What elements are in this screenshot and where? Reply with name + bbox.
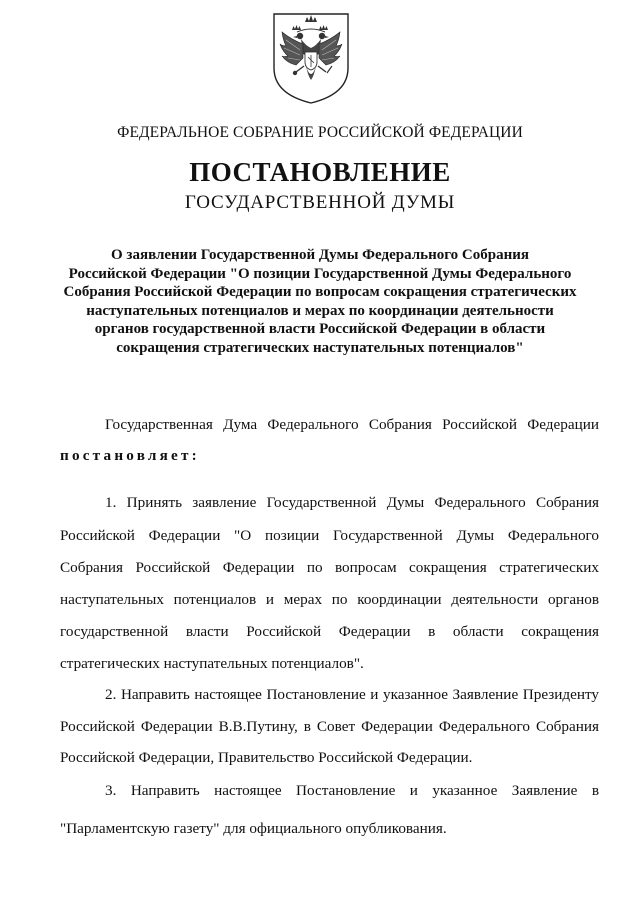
item-2-line: Российской Федерации В.В.Путину, в Совет Федерации Федерального Собрания [60, 718, 599, 735]
subject-line: Российской Федерации "О позиции Государственной Думы Федерального [68, 265, 572, 282]
assembly-title: ФЕДЕРАЛЬНОЕ СОБРАНИЕ РОССИЙСКОЙ ФЕДЕРАЦИИ [117, 124, 523, 141]
item-3-line: "Парламентскую газету" для официального опубликования. [60, 820, 447, 837]
item-1-line: наступательных потенциалов и мерах по координации деятельности органов [60, 591, 599, 608]
item-2-line: 2. Направить настоящее Постановление и указанное Заявление Президенту [105, 686, 599, 703]
document-subject [40, 246, 600, 358]
coat-of-arms-icon [270, 10, 352, 106]
item-1-line: Российской Федерации "О позиции Государственной Думы Федерального [60, 527, 599, 544]
subject-line: органов государственной власти Российской Федерации в области [94, 321, 546, 338]
subject-line: наступательных потенциалов и мерах по координации деятельности [86, 302, 554, 319]
item-1-line: 1. Принять заявление Государственной Думы Федерального Собрания [105, 494, 599, 511]
subject-line: Собрания Российской Федерации по вопросам сокращения стратегических [63, 284, 577, 301]
item-1-line: Собрания Российской Федерации по вопросам сокращения стратегических [60, 559, 599, 576]
subject-line: сокращения стратегических наступательных потенциалов" [116, 339, 524, 356]
decision-keyword: постановляет: [60, 447, 200, 464]
preamble-text: Государственная Дума Федерального Собрания Российской Федерации [105, 416, 599, 433]
item-2-line: Российской Федерации, Правительство Российской Федерации. [60, 749, 473, 766]
item-3-line: 3. Направить настоящее Постановление и указанное Заявление в [105, 782, 599, 799]
subject-line: О заявлении Государственной Думы Федерального Собрания [111, 247, 529, 263]
document-type-title: ПОСТАНОВЛЕНИЕ [189, 157, 451, 187]
issuing-body-title: ГОСУДАРСТВЕННОЙ ДУМЫ [184, 192, 456, 213]
item-1-line: государственной власти Российской Федерации в области сокращения [60, 623, 599, 640]
item-1-line: стратегических наступательных потенциалов". [60, 655, 364, 672]
